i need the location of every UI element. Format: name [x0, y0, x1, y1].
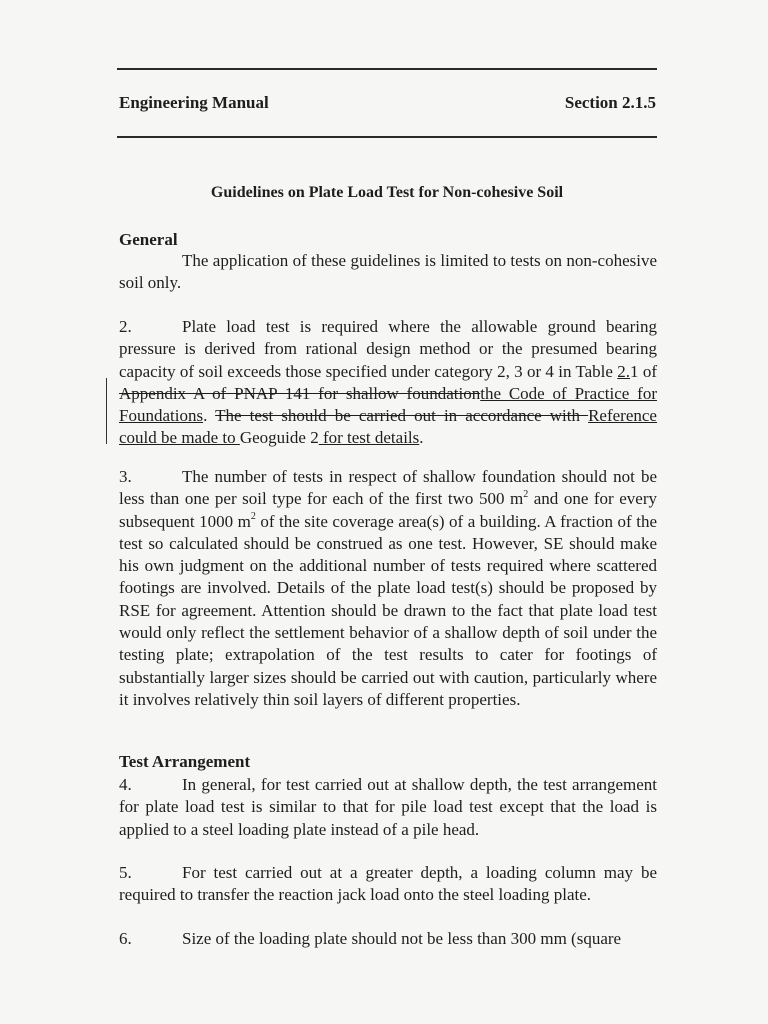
inserted-text: for test details — [318, 428, 420, 448]
header-rule-bottom — [117, 136, 657, 138]
header-rule-top — [117, 68, 657, 70]
paragraph-5: 5. For test carried out at a greater depth, a loading column may be required to transfer the reaction jack load onto the steel loading plate. — [119, 863, 657, 905]
paragraph-2: 2. Plate load test is required where the allowable ground bearing pressure is derived from rational design method or the presumed bearing capacity of soil exceeds those specified under category 2, 3 or 4 in Table 2.1 of Appendix A of PNAP 141 for shallow foundationthe Code of Practice for Foundations. The test should be carried out in accordance with Reference could be made to Geoguide 2 for test details. — [119, 317, 657, 448]
inserted-text: the Code of Practice for Foundations — [119, 383, 657, 426]
manual-title: Engineering Manual — [119, 93, 269, 112]
paragraph-1: The application of these guidelines is limited to tests on non-cohesive soil only. — [119, 251, 657, 293]
deleted-text: Appendix A of PNAP 141 for shallow foundation — [119, 383, 481, 403]
revision-change-bar — [106, 378, 107, 444]
paragraph-3: 3. The number of tests in respect of shallow foundation should not be less than one per soil type for each of the first two 500 $m^2$ and one for every subsequent 1000 $m^2$ of the site coverage area(s) of a building. A fraction of the test so calculated should be construed as one test. However, SE should make his own judgment on the additional number of tests required where scattered footings are involved. Details of the plate load test(s) should be proposed by RSE for agreement. Attention should be drawn to the fact that plate load test would only reflect the settlement behavior of a shallow depth of soil under the testing plate; extrapolation of the test results to cater for footings of substantially larger sizes should be carried out with caution, particularly where it involves relatively thin soil layers of different properties. — [119, 467, 657, 709]
paragraph-6: 6. Size of the loading plate should not be less than 300 mm (square — [119, 929, 622, 948]
document-title: Guidelines on Plate Load Test for Non-cohesive Soil — [210, 184, 564, 201]
general-heading: General — [119, 230, 178, 249]
section-number: Section 2.1.5 — [564, 93, 656, 112]
paragraph-4: 4. In general, for test carried out at shallow depth, the test arrangement for plate load test is similar to that for pile load test except that the load is applied to a steel loading plate instead of a pile head. — [119, 775, 657, 839]
test-arrangement-heading: Test Arrangement — [119, 752, 251, 771]
inserted-text: Reference could be made to — [119, 406, 657, 448]
deleted-text: The test should be carried out in accordance with — [215, 406, 589, 426]
